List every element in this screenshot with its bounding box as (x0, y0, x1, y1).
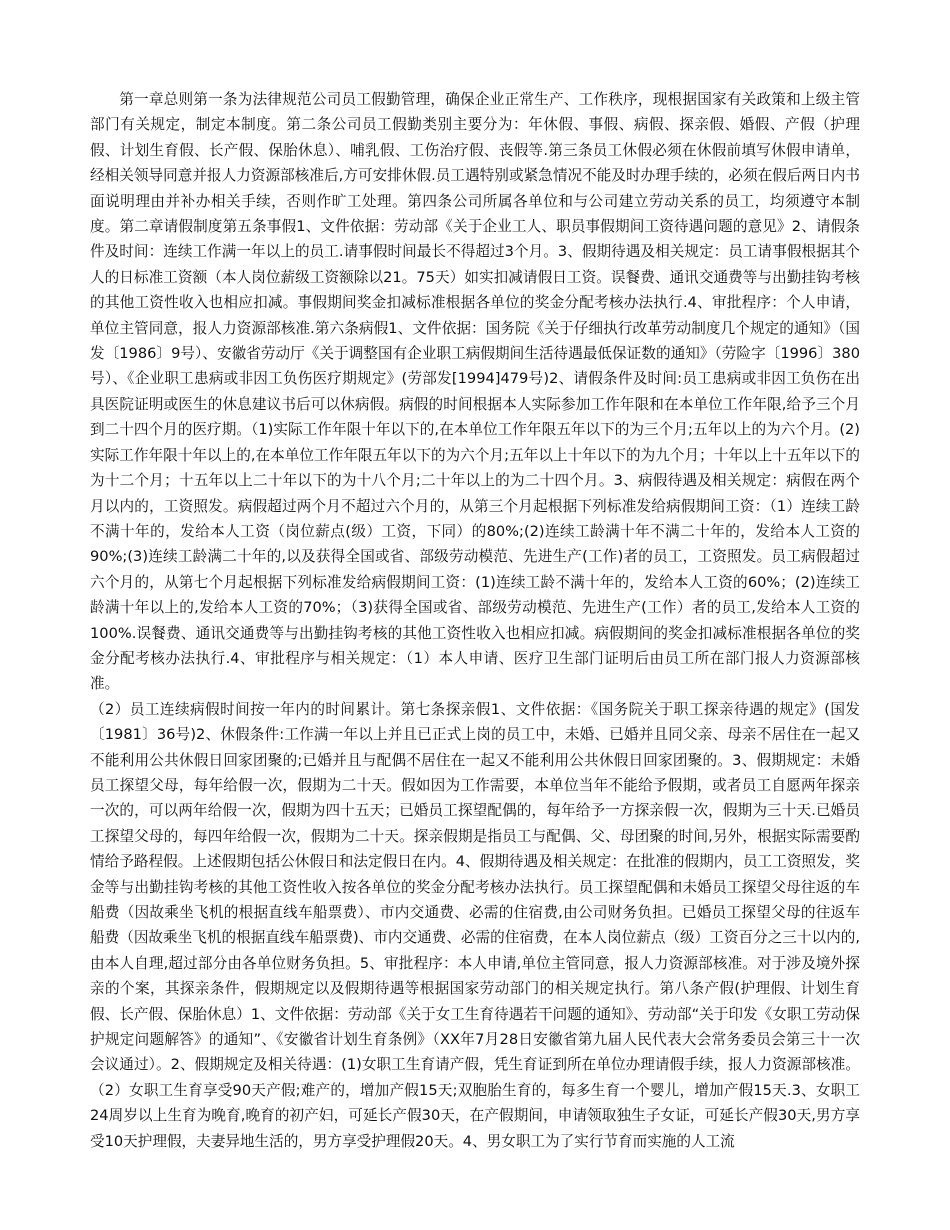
document-body (90, 87, 860, 1154)
paragraph-2: （2）员工连续病假时间按一年内的时间累计。第七条探亲假1、文件依据：《国务院关于职工探亲待遇的规定》(国发〔1981〕36号)2、休假条件:工作满一年以上并且已正式上岗的员工中，未婚、已婚并且同父亲、母亲不居住在一起又不能利用公共休假日回家团聚的;已婚并且与配偶不居住在一起又不能利用公共休假日回家团聚的。3、假期规定：未婚员工探望父母，每年给假一次，假期为二十天。假如因为工作需要，本单位当年不能给予假期，或者员工自愿两年探亲一次的，可以两年给假一次，假期为四十五天；已婚员工探望配偶的，每年给予一方探亲假一次，假期为三十天.已婚员工探望父母的，每四年给假一次，假期为二十天。探亲假期是指员工与配偶、父、母团聚的时间,另外，根据实际需要酌情给予路程假。上述假期包括公休假日和法定假日在内。4、假期待遇及相关规定：在批准的假期内，员工工资照发，奖金等与出勤挂钩考核的其他工资性收入按各单位的奖金分配考核办法执行。员工探望配偶和未婚员工探望父母往返的车船费（因故乘坐飞机的根据直线车船票费）、市内交通费、必需的住宿费,由公司财务负担。已婚员工探望父母的往返车船费（因故乘坐飞机的根据直线车船票费)、市内交通费、必需的住宿费，在本人岗位薪点（级）工资百分之三十以内的,由本人自理,超过部分由各单位财务负担。5、审批程序：本人申请,单位主管同意，报人力资源部核准。对于涉及境外探亲的个案，其探亲条件，假期规定以及假期待遇等根据国家劳动部门的相关规定执行。第八条产假(护理假、计划生育假、长产假、保胎休息）1、文件依据：劳动部《关于女工生育待遇若干问题的通知》、劳动部“关于印发《女职工劳动保护规定问题解答》的通知”、《安徽省计划生育条例》（XX年7月28日安徽省第九届人民代表大会常务委员会第三十一次会议通过）。2、假期规定及相关待遇：(1)女职工生育请产假，凭生育证到所在单位办理请假手续，报人力资源部核准。（2）女职工生育享受90天产假;难产的，增加产假15天;双胞胎生育的，每多生育一个婴儿，增加产假15天.3、女职工24周岁以上生育为晚育,晚育的初产妇，可延长产假30天，在产假期间，申请领取独生子女证，可延长产假30天,男方享受10天护理假，夫妻异地生活的，男方享受护理假20天。4、男女职工为了实行节育而实施的人工流 (90, 700, 860, 1150)
paragraph-1: 第一章总则第一条为法律规范公司员工假勤管理，确保企业正常生产、工作秩序，现根据国家有关政策和上级主管部门有关规定，制定本制度。第二条公司员工假勤类别主要分为：年休假、事假、病假、探亲假、婚假、产假（护理假、计划生育假、长产假、保胎休息）、哺乳假、工伤治疗假、丧假等.第三条员工休假必须在休假前填写休假申请单，经相关领导同意并报人力资源部核准后,方可安排休假.员工遇特别或紧急情况不能及时办理手续的，必须在假后两日内书面说明理由并补办相关手续，否则作旷工处理。第四条公司所属各单位和与公司建立劳动关系的员工，均须遵守本制度。第二章请假制度第五条事假1、文件依据：劳动部《关于企业工人、职员事假期间工资待遇问题的意见》2、请假条件及时间：连续工作满一年以上的员工.请事假时间最长不得超过3个月。3、假期待遇及相关规定：员工请事假根据其个人的日标准工资额（本人岗位薪级工资额除以21。75天）如实扣减请假日工资。误餐费、通讯交通费等与出勤挂钩考核的其他工资性收入也相应扣减。事假期间奖金扣减标准根据各单位的奖金分配考核办法执行.4、审批程序：个人申请，单位主管同意，报人力资源部核准.第六条病假1、文件依据：国务院《关于仔细执行改革劳动制度几个规定的通知》（国发〔1986〕9号）、安徽省劳动厅《关于调整国有企业职工病假期间生活待遇最低保证数的通知》（劳险字〔1996〕380号）、《企业职工患病或非因工负伤医疗期规定》(劳部发[1994]479号)2、请假条件及时间:员工患病或非因工负伤在出具医院证明或医生的休息建议书后可以休病假。病假的时间根据本人实际参加工作年限和在本单位工作年限,给予三个月到二十四个月的医疗期。（1)实际工作年限十年以下的,在本单位工作年限五年以下的为三个月;五年以上的为六个月。(2)实际工作年限十年以上的,在本单位工作年限五年以下的为六个月;五年以上十年以下的为九个月；十年以上十五年以下的为十二个月；十五年以上二十年以下的为十八个月;二十年以上的为二十四个月。3、病假待遇及相关规定：病假在两个月以内的，工资照发。病假超过两个月不超过六个月的，从第三个月起根据下列标准发给病假期间工资：（1）连续工龄不满十年的，发给本人工资（岗位薪点(级）工资，下同）的80%;(2)连续工龄满十年不满二十年的，发给本人工资的90%;(3)连续工龄满二十年的,以及获得全国或省、部级劳动模范、先进生产(工作)者的员工，工资照发。员工病假超过六个月的，从第七个月起根据下列标准发给病假期间工资：(1)连续工龄不满十年的，发给本人工资的60%；(2)连续工龄满十年以上的,发给本人工资的70%；（3)获得全国或省、部级劳动模范、先进生产(工作）者的员工,发给本人工资的100%.误餐费、通讯交通费等与出勤挂钩考核的其他工资性收入也相应扣减。病假期间的奖金扣减标准根据各单位的奖金分配考核办法执行.4、审批程序与相关规定：（1）本人申请、医疗卫生部门证明后由员工所在部门报人力资源部核准。 (90, 91, 860, 693)
